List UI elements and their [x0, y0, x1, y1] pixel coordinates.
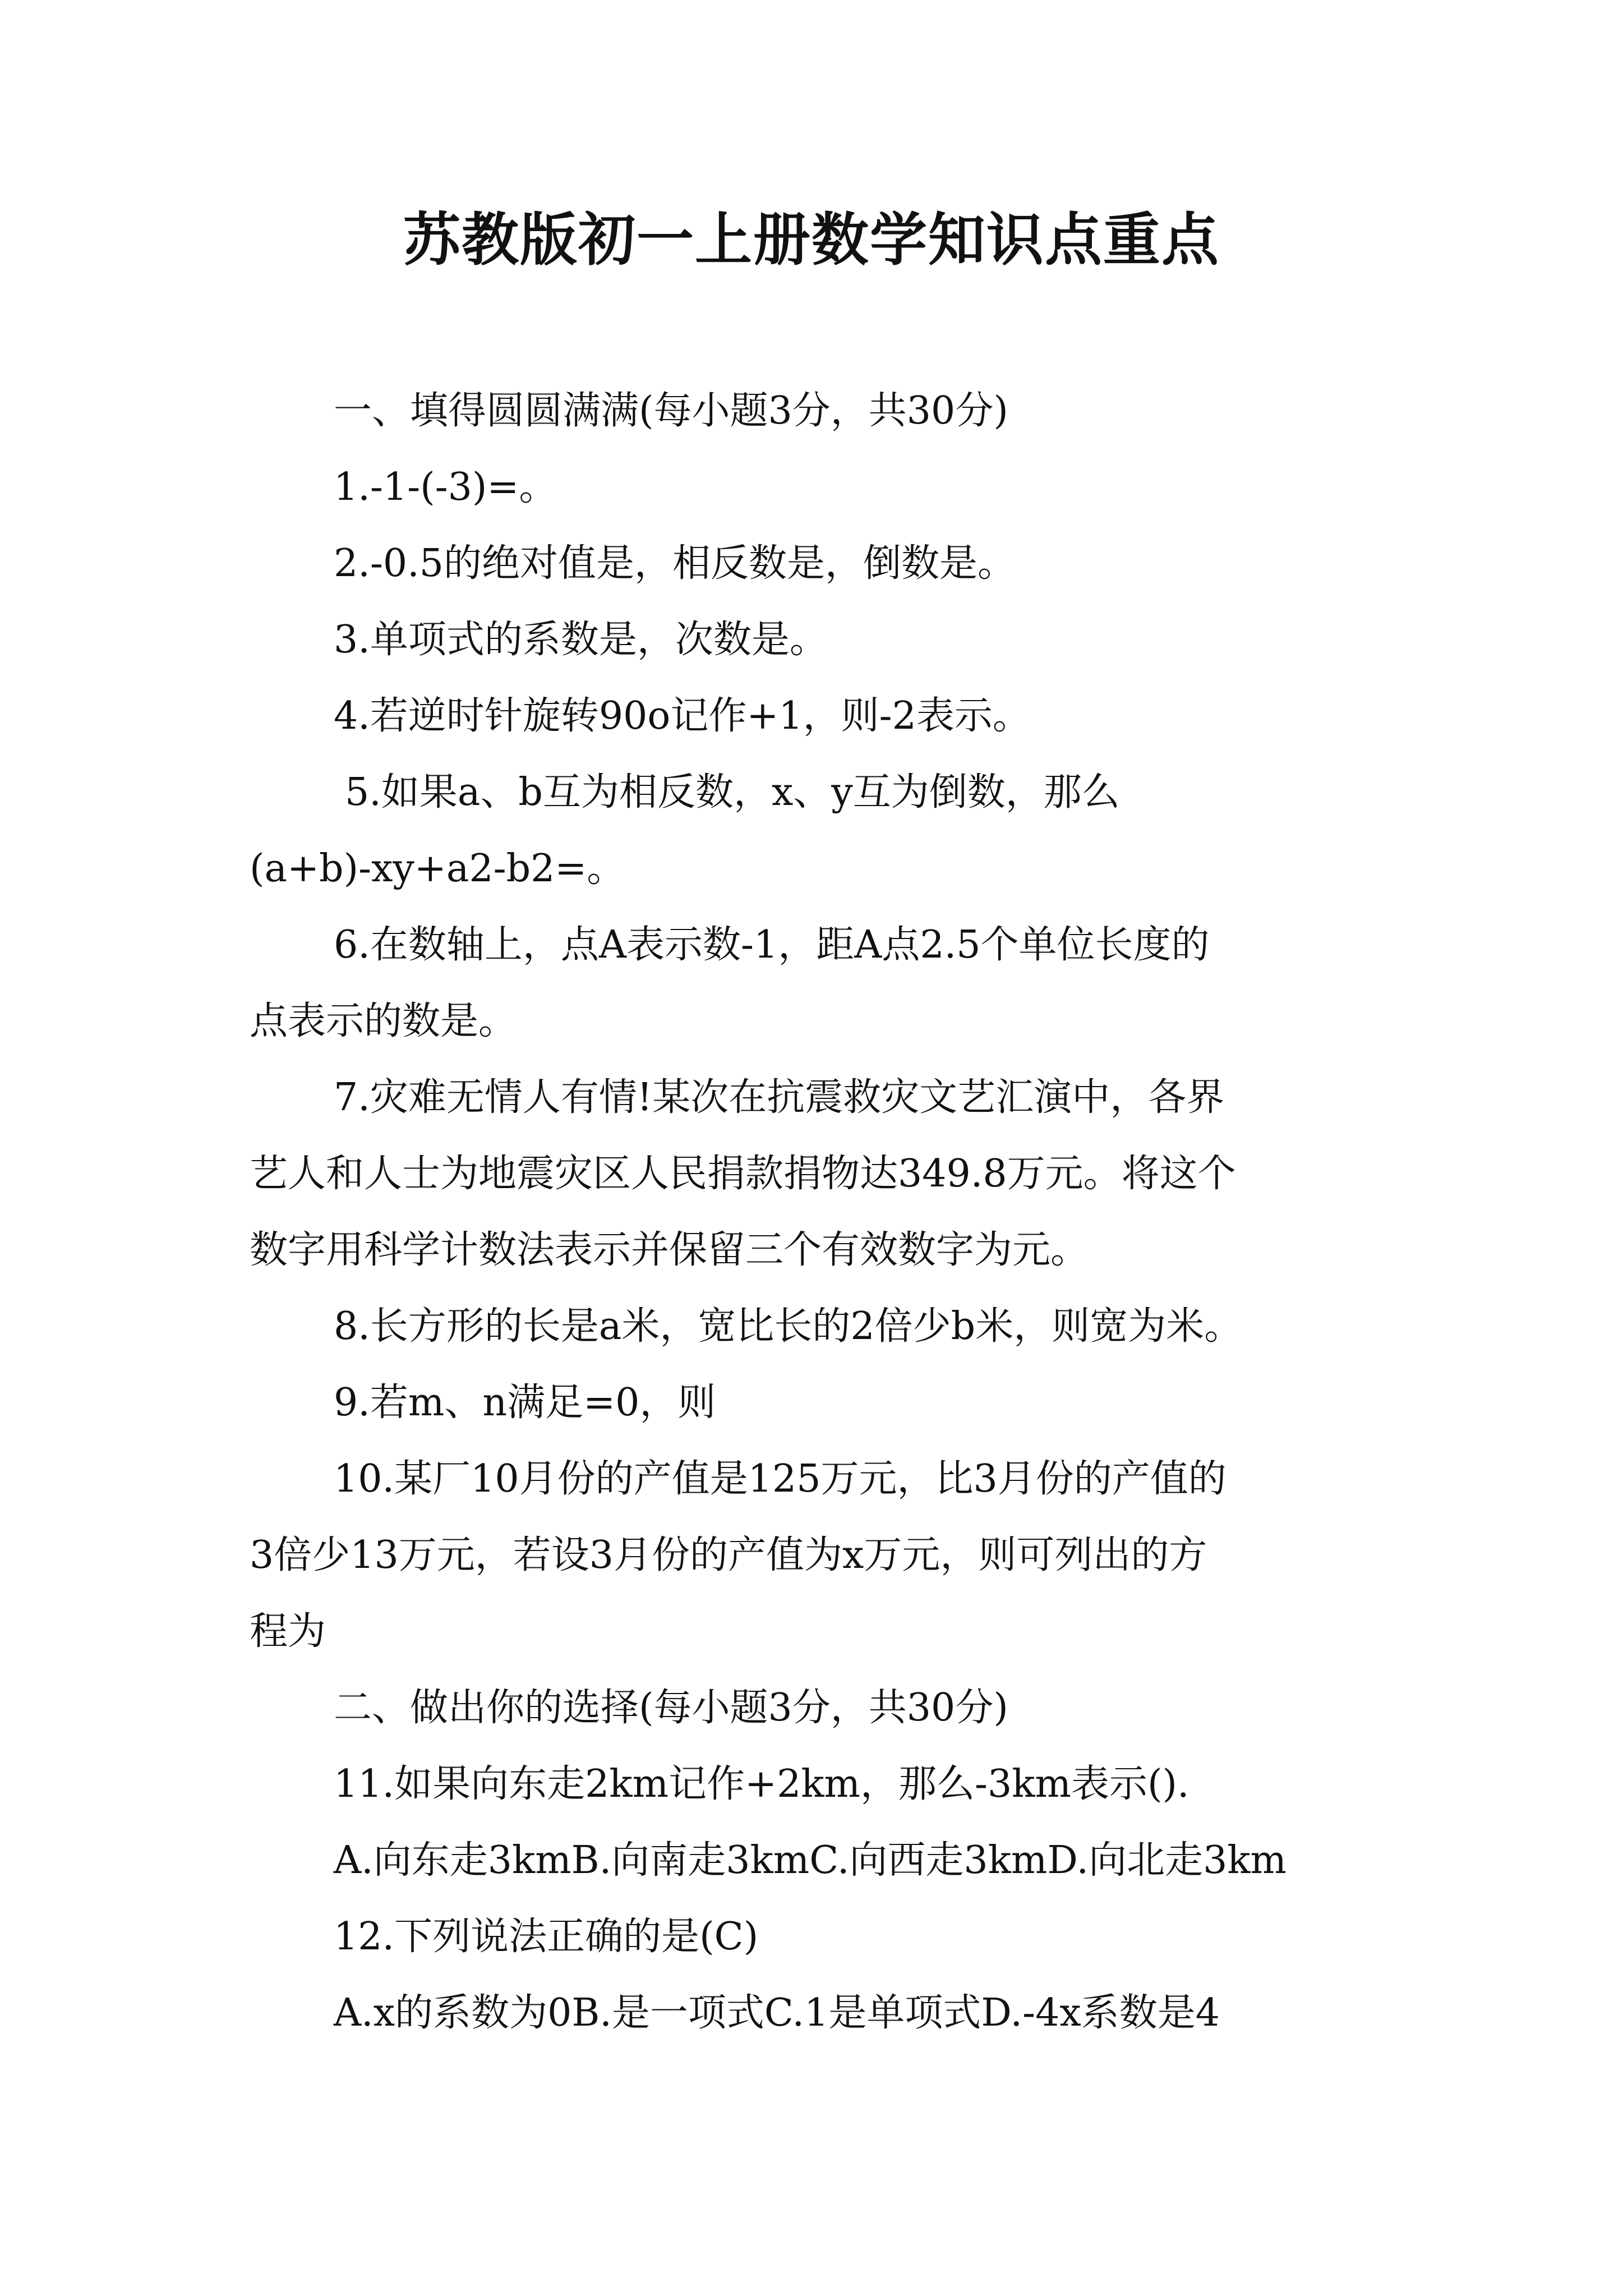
document-body	[250, 373, 1388, 2051]
question-7-line-3: 数字用科学计数法表示并保留三个有效数字为元。	[250, 1228, 1089, 1272]
question-2: 2.-0.5的绝对值是，相反数是，倒数是。	[334, 541, 1016, 586]
question-3: 3.单项式的系数是，次数是。	[334, 618, 828, 662]
question-11-options: A.向东走3kmB.向南走3kmC.向西走3kmD.向北走3km	[334, 1838, 1287, 1883]
question-10-line-3: 程为	[250, 1609, 326, 1654]
question-6-line-2: 点表示的数是。	[250, 999, 517, 1043]
question-10-line-1: 10.某厂10月份的产值是125万元，比3月份的产值的	[334, 1457, 1227, 1501]
question-7-line-1: 7.灾难无情人有情!某次在抗震救灾文艺汇演中，各界	[334, 1075, 1225, 1120]
question-7-line-2: 艺人和人士为地震灾区人民捐款捐物达349.8万元。将这个	[250, 1152, 1236, 1196]
question-8: 8.长方形的长是a米，宽比长的2倍少b米，则宽为米。	[334, 1304, 1243, 1349]
section-heading-fill-blank: 一、填得圆圆满满(每小题3分，共30分)	[334, 389, 1008, 433]
question-9: 9.若m、n满足=0，则	[334, 1381, 716, 1425]
section-heading-choice: 二、做出你的选择(每小题3分，共30分)	[334, 1686, 1008, 1730]
question-10-line-2: 3倍少13万元，若设3月份的产值为x万元，则可列出的方	[250, 1533, 1207, 1577]
question-4: 4.若逆时针旋转90o记作+1，则-2表示。	[334, 694, 1031, 738]
question-12: 12.下列说法正确的是(C)	[334, 1915, 759, 1959]
question-6-line-1: 6.在数轴上，点A表示数-1，距A点2.5个单位长度的	[334, 923, 1210, 967]
question-12-options: A.x的系数为0B.是一项式C.1是单项式D.-4x系数是4	[334, 1991, 1220, 2035]
question-5-line-1: 5.如果a、b互为相反数，x、y互为倒数，那么	[345, 770, 1120, 815]
question-5-line-2: (a+b)-xy+a2-b2=。	[250, 846, 625, 891]
question-1: 1.-1-(-3)=。	[334, 465, 557, 509]
document-title: 苏教版初一上册数学知识点重点	[403, 206, 1220, 274]
question-11: 11.如果向东走2km记作+2km，那么-3km表示().	[334, 1762, 1189, 1806]
